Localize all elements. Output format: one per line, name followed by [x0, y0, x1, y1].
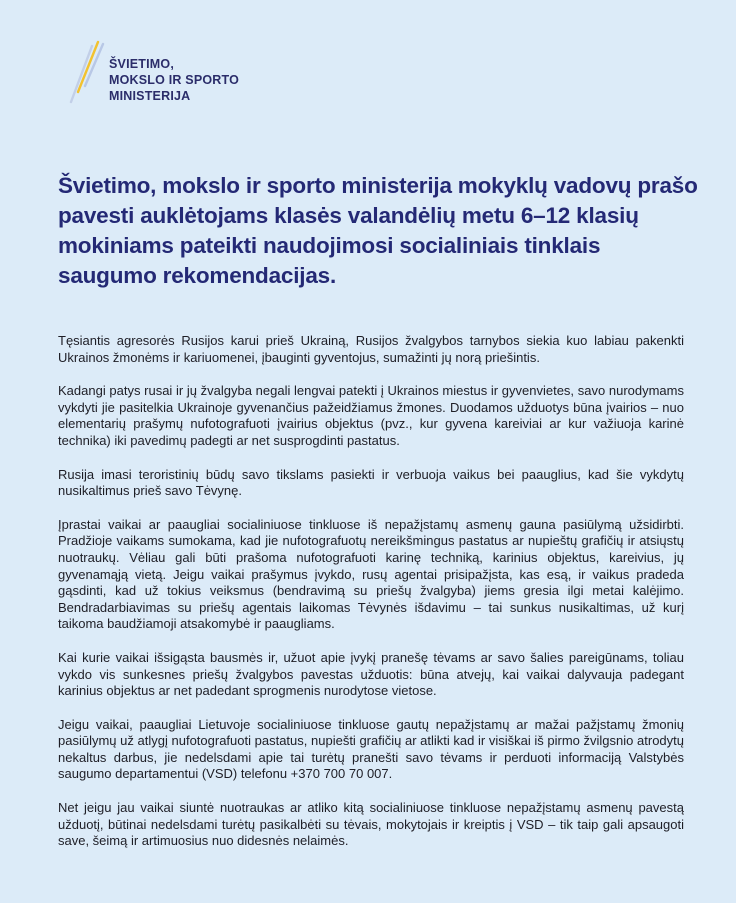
document-title: Švietimo, mokslo ir sporto ministerija mokyklų vadovų prašo pavesti auklėtojams klasės valandėlių metu 6–12 klasių mokiniams pateikti naudojimosi socialiniais tinklais saugumo rekomendacijas. [58, 173, 698, 288]
paragraph-3: Rusija imasi teroristinių būdų savo tikslams pasiekti ir verbuoja vaikus bei paauglius, kad šie vykdytų nusikaltimus prieš savo Tėvynę. [58, 466, 684, 499]
logo-line-1: ŠVIETIMO, [109, 57, 175, 71]
ministry-logo [66, 40, 266, 110]
logo-line-2: MOKSLO IR SPORTO [109, 73, 240, 87]
paragraph-2: Kadangi patys rusai ir jų žvalgyba negali lengvai patekti į Ukrainos miestus ir gyvenvietes, savo nurodymams vykdyti jie pasitelkia Ukrainoje gyvenančius pažeidžiamus žmones. Duodamos užduotys būna įvairios – nuo elementarių prašymų nufotografuoti įvairius objektus (pvz., kur gyvena kareiviai ar kur važiuoja karinė technika) iki pavedimų padegti ar net susprogdinti pastatus. [58, 383, 684, 448]
paragraph-7: Net jeigu jau vaikai siuntė nuotraukas ar atliko kitą socialiniuose tinkluose nepažįstamų asmenų pavestą užduotį, būtinai nedelsdami turėtų pasikalbėti su tėvais, mokytojais ir kreiptis į VSD – tik taip gali apsaugoti save, šeimą ir artimuosius nuo didesnės nelaimės. [58, 800, 684, 849]
paragraph-4: Įprastai vaikai ar paaugliai socialiniuose tinkluose iš nepažįstamų asmenų gauna pasiūlymą užsidirbti. Pradžioje vaikams sumokama, kad jie nufotografuotų nereikšmingus pastatus ar nupieštų grafičių ir atsiųstų nuotraukų. Vėliau gali būti prašoma nufotografuoti karinę techniką, karinius objektus, kareivius, jų gyvenamąją vietą. Jeigu vaikai prašymus įvykdo, rusų agentai prisipažįsta, kas esą, ir vaikus pradeda gąsdinti, kad už tokius veiksmus (bendravimą su priešų žvalgyba) jiems gresia ilgi metai kalėjimo. Bendradarbiavimas su priešų agentais laikomas Tėvynės išdavimu – tai sunkus nusikaltimas, už kurį taikoma baudžiamoji atsakomybė ir paaugliams. [58, 516, 684, 632]
logo-stripes-icon [66, 40, 108, 104]
document-body [58, 333, 684, 867]
page-bottom-edge [0, 903, 736, 907]
paragraph-5: Kai kurie vaikai išsigąsta bausmės ir, užuot apie įvykį pranešę tėvams ar savo šalies pareigūnams, toliau vykdo vis sunkesnes priešų žvalgybos pavestas užduotis: būna atvejų, kai vaikai dalyvauja padegant karinius objektus ar net padedant sprogmenis nurodytose vietose. [58, 649, 684, 699]
paragraph-6: Jeigu vaikai, paaugliai Lietuvoje socialiniuose tinkluose gautų nepažįstamų ar mažai pažįstamų žmonių pasiūlymų už atlygį nufotografuoti pastatus, nupiešti grafičių ar atlikti kad ir visiškai iš pirmo žvilgsnio atrodytų nekaltus darbus, jie nedelsdami apie tai turėtų pranešti savo tėvams ir perduoti informaciją Valstybės saugumo departamentui (VSD) telefonu +370 700 70 007. [58, 716, 684, 782]
logo-line-3: MINISTERIJA [109, 89, 191, 103]
paragraph-1: Tęsiantis agresorės Rusijos karui prieš Ukrainą, Rusijos žvalgybos tarnybos siekia kuo labiau pakenkti Ukrainos žmonėms ir kariuomenei, įbauginti gyventojus, sumažinti jų norą priešintis. [58, 333, 684, 365]
ministry-name [109, 56, 239, 104]
